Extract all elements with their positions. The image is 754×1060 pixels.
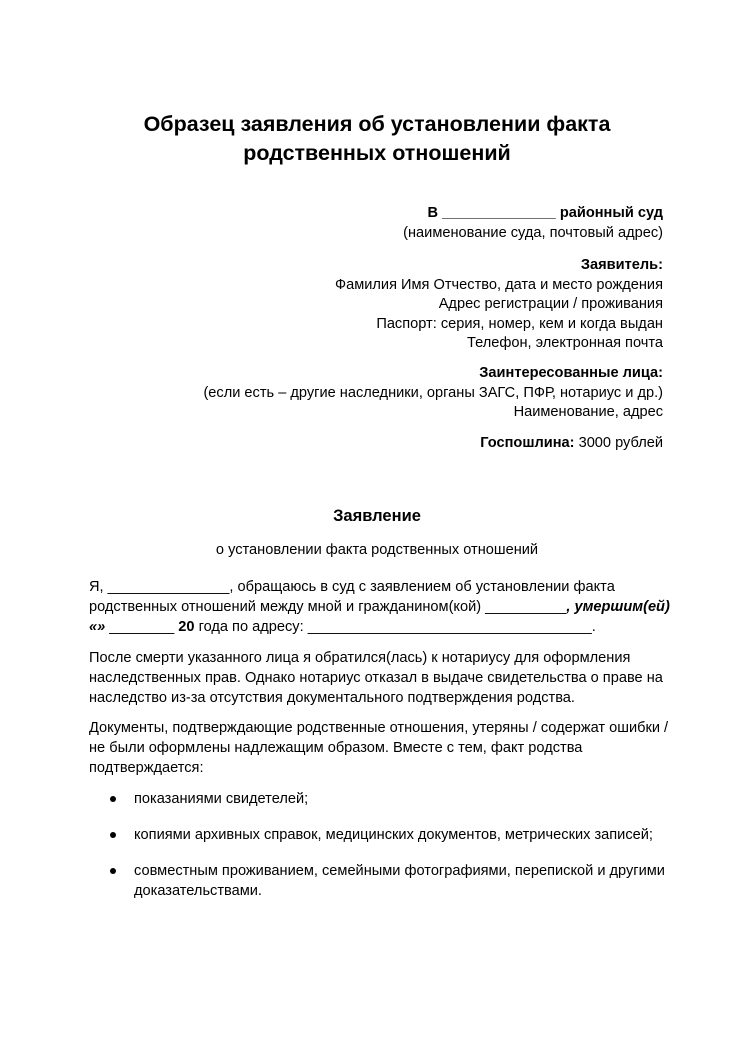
paragraph-intro-line-2: [89, 597, 669, 617]
bullet-icon: [110, 796, 116, 802]
text: , обращаюсь в суд с заявлением об установлении факта: [229, 579, 615, 595]
applicant-label: Заявитель:: [580, 257, 663, 273]
paragraph-notary: [89, 648, 669, 708]
court-block: [90, 204, 663, 243]
deceased-name-blank: __________: [485, 599, 567, 615]
paragraph-line: наследственных прав. Однако нотариус отказал в выдаче свидетельства о праве на: [89, 670, 663, 686]
paragraph-intro-line-1: [89, 577, 669, 597]
evidence-list: [89, 789, 669, 917]
paragraph-line: После смерти указанного лица я обратился(лась) к нотариусу для оформления: [89, 650, 631, 666]
fee-block: [90, 434, 663, 454]
list-item: [89, 789, 669, 809]
applicant-line: Паспорт: серия, номер, кем и когда выдан: [376, 315, 663, 332]
title-line-1: Образец заявления об установлении факта: [143, 112, 611, 136]
statement-heading: Заявление: [333, 507, 421, 525]
text: .: [591, 619, 596, 635]
list-item-text: доказательствами.: [134, 883, 262, 899]
title-line-2: родственных отношений: [243, 141, 511, 165]
interested-parties-line: Наименование, адрес: [513, 404, 663, 420]
fee-label: Госпошлина:: [480, 435, 575, 451]
court-blank: ______________: [442, 205, 556, 221]
list-item-text: показаниями свидетелей;: [134, 791, 309, 807]
document-title: [90, 110, 664, 168]
paragraph-line: не были оформлены надлежащим образом. Вместе с тем, факт родства: [89, 740, 583, 756]
text: года по адресу:: [194, 619, 308, 635]
list-item: [89, 825, 669, 845]
paragraph-intro-line-3: [89, 617, 669, 637]
year-prefix: 20: [178, 619, 195, 635]
text: Я,: [89, 579, 108, 595]
address-blank: ___________________________________: [307, 619, 592, 635]
paragraph-line: наследство из-за отсутствия документального подтверждения родства.: [89, 690, 575, 706]
applicant-name-blank: _______________: [107, 579, 230, 595]
paragraph-intro: [89, 577, 669, 637]
statement-subheading: о установлении факта родственных отношений: [215, 542, 539, 558]
deceased-label: , умершим(ей): [566, 599, 670, 615]
applicant-line: Адрес регистрации / проживания: [438, 296, 663, 312]
court-line: [90, 204, 663, 224]
list-item-text: копиями архивных справок, медицинских документов, метрических записей;: [134, 827, 653, 843]
bullet-icon: [110, 868, 116, 874]
paragraph-line: Документы, подтверждающие родственные отношения, утеряны / содержат ошибки /: [89, 720, 669, 736]
list-item: [89, 861, 669, 901]
text: родственных отношений между мной и гражданином(кой): [89, 599, 486, 615]
applicant-line: Телефон, электронная почта: [466, 335, 663, 351]
court-prefix: В: [427, 205, 439, 221]
interested-parties-line: (если есть – другие наследники, органы ЗАГС, ПФР, нотариус и др.): [203, 384, 663, 401]
list-item-text: совместным проживанием, семейными фотографиями, перепиской и другими: [134, 863, 665, 879]
paragraph-documents: [89, 718, 669, 778]
applicant-block: [90, 256, 663, 354]
fee-line: [90, 434, 663, 454]
interested-parties-label: Заинтересованные лица:: [479, 365, 663, 381]
date-quote: «»: [89, 619, 106, 635]
court-note: (наименование суда, почтовый адрес): [403, 224, 663, 241]
applicant-line: Фамилия Имя Отчество, дата и место рождения: [335, 276, 663, 293]
interested-parties-block: [90, 364, 663, 423]
date-blank: ________: [105, 619, 179, 635]
bullet-icon: [110, 832, 116, 838]
fee-value: 3000 рублей: [578, 435, 663, 451]
paragraph-line: подтверждается:: [89, 760, 204, 776]
court-suffix: районный суд: [559, 205, 663, 221]
